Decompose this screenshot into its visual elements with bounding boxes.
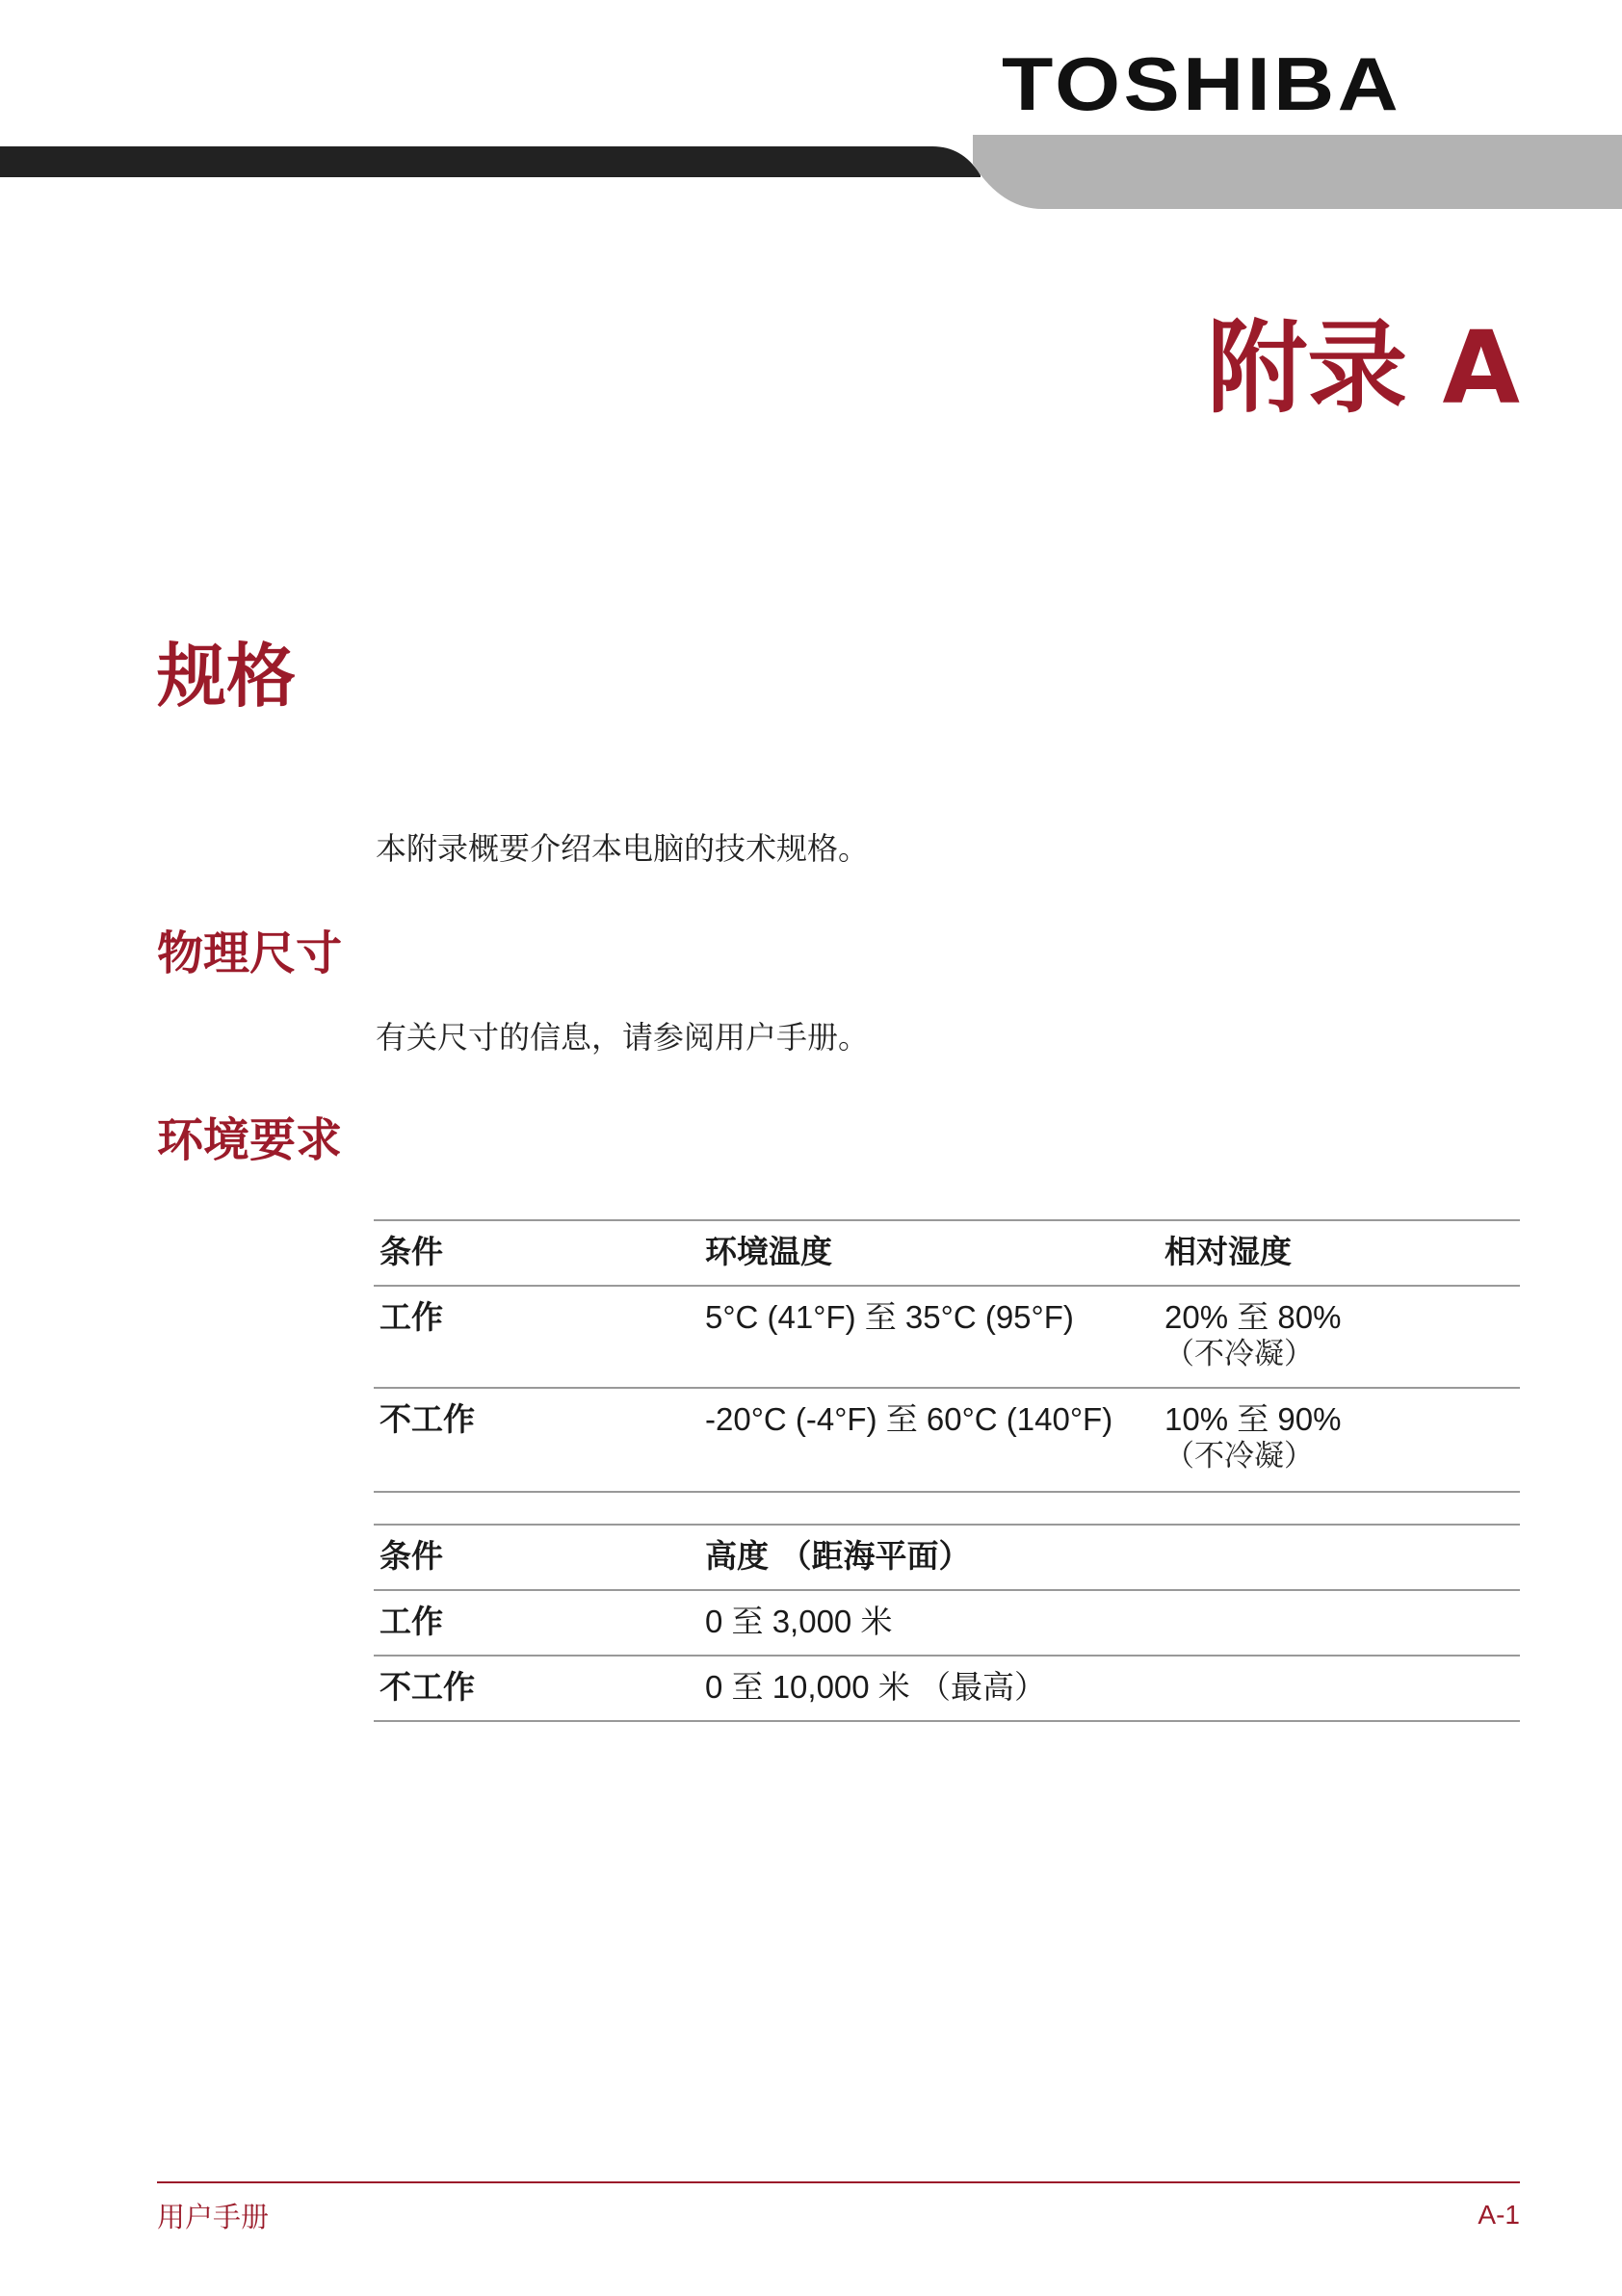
footer-page-number: A-1 — [1478, 2200, 1520, 2230]
row-humidity-cell — [1159, 1286, 1520, 1388]
table-header-row — [374, 1525, 1520, 1590]
physical-text: 有关尺寸的信息，请参阅用户手册。 — [376, 1019, 870, 1056]
environment-temperature-table — [374, 1219, 1520, 1493]
row-humidity: 10% 至 90% — [1164, 1401, 1342, 1437]
header-band-dark — [0, 146, 981, 177]
header-altitude: 高度 （距海平面） — [705, 1537, 971, 1575]
header-humidity: 相对湿度 — [1164, 1233, 1292, 1270]
row-condition: 工作 — [379, 1298, 443, 1336]
header-temperature: 环境温度 — [705, 1233, 832, 1270]
physical-title: 物理尺寸 — [157, 926, 343, 980]
row-altitude: 0 至 3,000 米 — [705, 1604, 893, 1639]
header-band-light — [973, 135, 1622, 209]
row-humidity-cell — [1159, 1388, 1520, 1492]
row-humidity-note: （不冷凝） — [1164, 1439, 1314, 1474]
section-intro: 本附录概要介绍本电脑的技术规格。 — [376, 830, 870, 867]
header-condition: 条件 — [379, 1233, 443, 1270]
row-condition: 不工作 — [379, 1668, 475, 1706]
row-temperature: 5°C (41°F) 至 35°C (95°F) — [705, 1299, 1074, 1335]
row-condition: 工作 — [379, 1603, 443, 1640]
environment-altitude-table — [374, 1524, 1520, 1722]
row-altitude: 0 至 10,000 米 （最高） — [705, 1669, 1046, 1705]
header-condition: 条件 — [379, 1537, 443, 1575]
table-row — [374, 1590, 1520, 1656]
table-header-row — [374, 1220, 1520, 1286]
chapter-title: 附录 A — [1207, 309, 1520, 427]
section-title: 规格 — [157, 636, 297, 717]
row-humidity: 20% 至 80% — [1164, 1299, 1342, 1335]
row-humidity-note: （不冷凝） — [1164, 1337, 1314, 1371]
table-row — [374, 1388, 1520, 1492]
environment-title: 环境要求 — [157, 1113, 343, 1167]
row-condition: 不工作 — [379, 1400, 475, 1438]
footer-rule — [157, 2181, 1520, 2183]
table-row — [374, 1656, 1520, 1721]
table-row — [374, 1286, 1520, 1388]
row-temperature: -20°C (-4°F) 至 60°C (140°F) — [705, 1401, 1113, 1437]
header-band — [0, 135, 1622, 222]
footer-manual-name: 用户手册 — [157, 2201, 270, 2233]
toshiba-logo: TOSHIBA — [1002, 41, 1402, 126]
